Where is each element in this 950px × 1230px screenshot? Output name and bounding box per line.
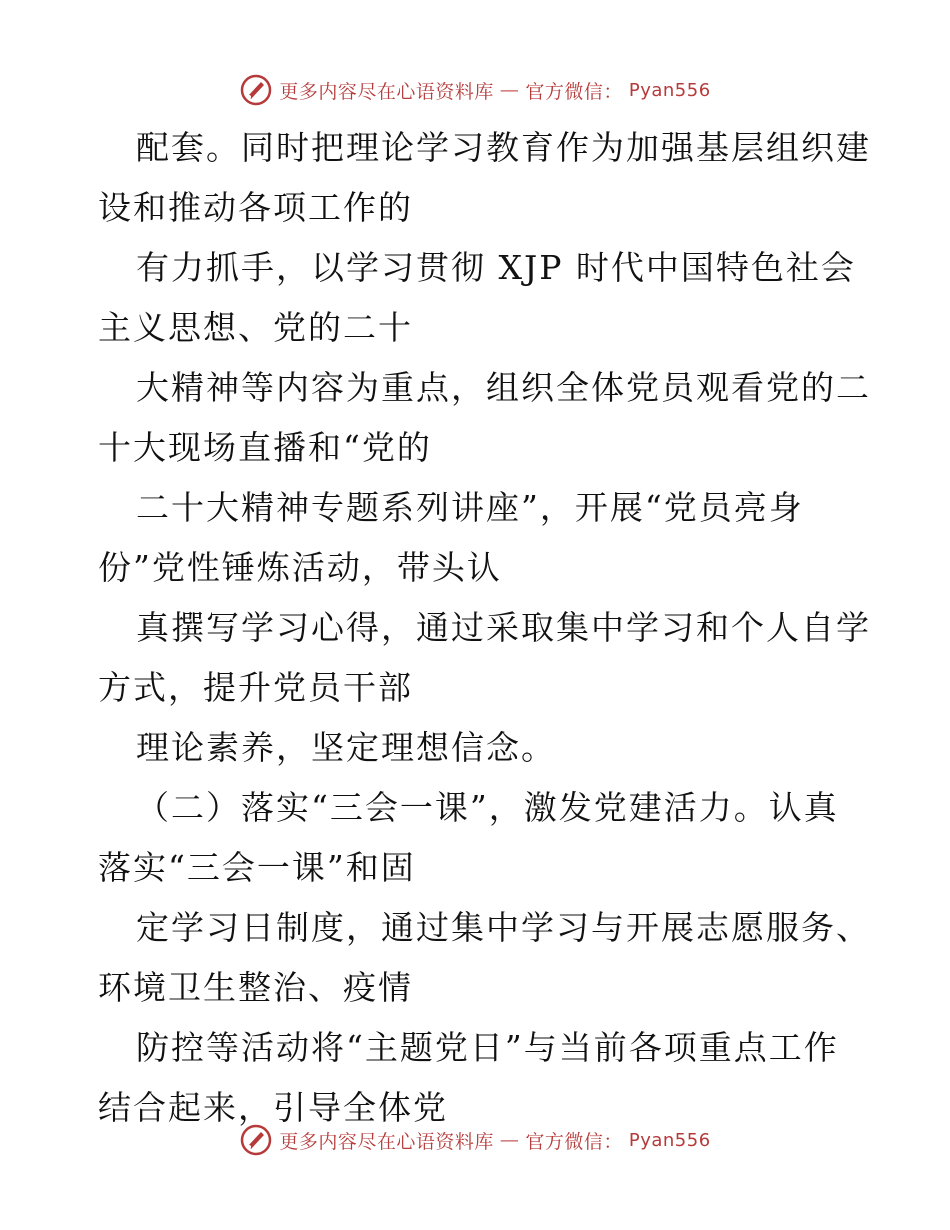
text-line: 有力抓手，以学习贯彻 XJP 时代中国特色社会 xyxy=(136,248,856,287)
text-line: 十大现场直播和“党的 xyxy=(98,428,432,467)
watermark-separator: — xyxy=(499,79,520,101)
text-line: 主义思想、党的二十 xyxy=(98,308,413,347)
text-line: 结合起来，引导全体党 xyxy=(98,1088,448,1127)
text-line: 定学习日制度，通过集中学习与开展志愿服务、 xyxy=(136,908,871,947)
pen-logo-icon xyxy=(239,73,273,107)
pen-logo-icon xyxy=(239,1123,273,1157)
text-line: 真撰写学习心得，通过采取集中学习和个人自学 xyxy=(136,608,871,647)
watermark-wechat-id: Pyan556 xyxy=(628,79,711,101)
text-line: 防控等活动将“主题党日”与当前各项重点工作 xyxy=(136,1028,839,1067)
header-watermark xyxy=(0,70,950,110)
text-line: 配套。同时把理论学习教育作为加强基层组织建 xyxy=(136,128,871,167)
document-body xyxy=(98,118,871,1138)
text-line: 份”党性锤炼活动，带头认 xyxy=(98,548,502,587)
watermark-wechat-id: Pyan556 xyxy=(628,1129,711,1151)
text-line: 理论素养，坚定理想信念。 xyxy=(136,728,556,767)
text-line: 落实“三会一课”和固 xyxy=(98,848,416,887)
text-line: 方式，提升党员干部 xyxy=(98,668,413,707)
watermark-wechat-label: 官方微信： xyxy=(525,80,623,103)
text-line: 大精神等内容为重点，组织全体党员观看党的二 xyxy=(136,368,871,407)
text-line: 设和推动各项工作的 xyxy=(98,188,413,227)
watermark-separator: — xyxy=(499,1129,520,1151)
text-line: （二）落实“三会一课”，激发党建活力。认真 xyxy=(136,788,839,827)
text-line: 二十大精神专题系列讲座”，开展“党员亮身 xyxy=(136,488,804,527)
watermark-text: 更多内容尽在心语资料库 xyxy=(279,1130,494,1153)
watermark-text: 更多内容尽在心语资料库 xyxy=(279,80,494,103)
footer-watermark xyxy=(0,1120,950,1160)
watermark-wechat-label: 官方微信： xyxy=(525,1130,623,1153)
text-line: 环境卫生整治、疫情 xyxy=(98,968,413,1007)
